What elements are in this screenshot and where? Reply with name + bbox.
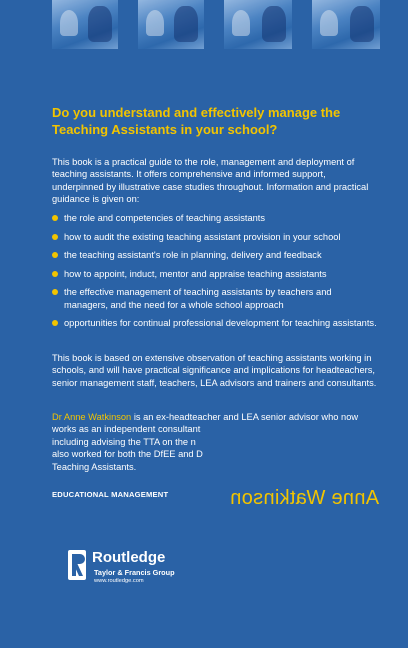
publisher-group: Taylor & Francis Group bbox=[94, 568, 175, 577]
list-item bbox=[52, 317, 377, 329]
publisher-name: Routledge bbox=[92, 549, 166, 566]
category-label: EDUCATIONAL MANAGEMENT bbox=[52, 490, 169, 499]
classroom-photo-3 bbox=[224, 0, 292, 49]
list-item-text: how to audit the existing teaching assistant provision in your school bbox=[64, 231, 341, 242]
bullet-icon bbox=[52, 271, 58, 277]
classroom-photo-2 bbox=[138, 0, 204, 49]
bullet-icon bbox=[52, 215, 58, 221]
cover-question: Do you understand and effectively manage the Teaching Assistants in your school? bbox=[52, 105, 341, 137]
author-bio-line: Teaching Assistants. bbox=[52, 461, 137, 472]
author-bio bbox=[52, 411, 377, 473]
mirrored-author-wrap bbox=[230, 486, 406, 510]
author-name: Dr Anne Watkinson bbox=[52, 412, 132, 422]
list-item bbox=[52, 268, 377, 280]
author-bio-text: is an ex-headteacher and LEA senior advisor who now bbox=[131, 412, 359, 422]
mirrored-author-name: Anne Watkinson bbox=[230, 487, 380, 509]
classroom-photo-1 bbox=[52, 0, 118, 49]
list-item-text: how to appoint, induct, mentor and appraise teaching assistants bbox=[64, 268, 327, 279]
list-item-text: the teaching assistant's role in planning, delivery and feedback bbox=[64, 250, 322, 261]
cover-photo-strip bbox=[0, 0, 408, 50]
classroom-photo-4 bbox=[312, 0, 380, 49]
bullet-icon bbox=[52, 320, 58, 326]
list-item-text: the effective management of teaching assistants by teachers and managers, and the need for a whole school approach bbox=[64, 287, 332, 310]
bullet-icon bbox=[52, 252, 58, 258]
list-item-text: the role and competencies of teaching assistants bbox=[64, 213, 266, 223]
list-item bbox=[52, 249, 377, 261]
bullet-icon bbox=[52, 289, 58, 295]
bullet-icon bbox=[52, 234, 58, 240]
author-bio-line: works as an independent consultant bbox=[52, 424, 201, 435]
list-item bbox=[52, 231, 377, 243]
body-paragraph: This book is based on extensive observation of teaching assistants working in schools, and will have practical significance and implications for headteachers, senior management staff, teachers, LEA advisors and trainers and consultants. bbox=[52, 353, 377, 388]
list-item bbox=[52, 212, 377, 224]
topics-list bbox=[52, 212, 377, 336]
intro-paragraph: This book is a practical guide to the role, management and deployment of teaching assistants. It offers comprehensive and informed support, underpinned by illustrative case studies throughout. Information and practical guidance is given on: bbox=[52, 157, 369, 205]
author-bio-line bbox=[52, 411, 377, 423]
author-bio-line: also worked for both the DfEE and D bbox=[52, 449, 203, 460]
author-bio-line: including advising the TTA on the n bbox=[52, 436, 196, 447]
list-item-text: opportunities for continual professional development for teaching assistants. bbox=[64, 318, 377, 329]
routledge-logo-icon bbox=[66, 548, 88, 582]
publisher-url[interactable]: www.routledge.com bbox=[94, 578, 144, 584]
list-item bbox=[52, 286, 377, 311]
